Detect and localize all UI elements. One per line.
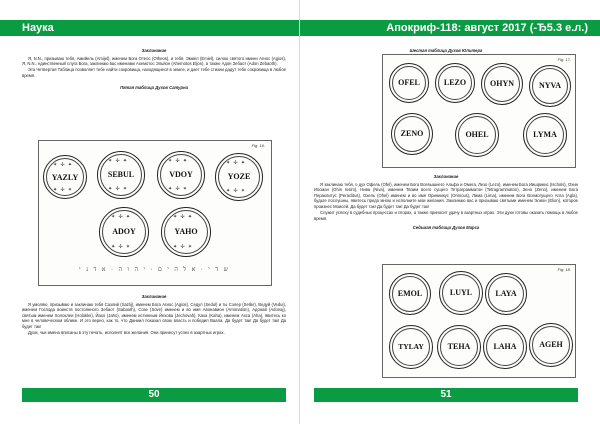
seal-word: VDOY (169, 170, 193, 179)
seal-glyphs: ✶ ✢ ✦ (108, 159, 129, 164)
spell-heading: Заклинание (433, 174, 459, 179)
section-title: Наука (22, 22, 54, 34)
seal-glyphs: ✦ ✢ ✶ (108, 187, 129, 192)
seal-glyphs: ✦ ✢ ✶ (168, 187, 189, 192)
right-header-bar (300, 20, 600, 36)
seal-glyphs: ✶ ✢ ✦ (111, 215, 132, 220)
jupiter-seals-figure (382, 54, 576, 168)
seal-word: AGEH (539, 340, 563, 349)
seal-word: OHYN (490, 79, 514, 88)
seal (391, 113, 433, 155)
seal (157, 151, 205, 199)
seal-word: ZENO (400, 129, 424, 138)
right-footer-bar (314, 388, 578, 402)
seal (389, 325, 433, 369)
spell-heading: Заклинание (141, 294, 167, 299)
seal (523, 113, 567, 157)
paragraph: Я умоляю, призываю и заклинаю тебя Сазлий (Sazlij), именем Бога Агиос (Agios), Седул (Sedul) и ты Сэлер (Seller), Ведуй (Vedui), именем Господа воинств постоянного Зебаот (Sabaoth), Созе (Sove) именем и во имя Авонавион (Amonation), Адонай (Adonaj), святым именем Холоклеи (Holoklei), Йахо (Jaho), именем истинным Йехова (Jechovah), Каха (Kaha), именем Ахса (Aha), явитесь ко мне в человеческом облике. И это верно, как то, что Даниил показал свою власть и победил Ваала. Да будет так! Да будет так! Да будет так! (22, 301, 286, 329)
seal-word: LAHA (493, 342, 517, 351)
seal-word: YAZLY (51, 173, 79, 182)
seal (43, 155, 87, 199)
paragraph: Служит успеху в судебных процессах и спорах, а также приносит удачу в азартных играх. Эти духи готовы оказать помощь в любое время. (314, 210, 578, 221)
left-bottom-text (22, 292, 286, 336)
figure-label: Fig. 18. (557, 267, 571, 272)
seal-word: ADOY (112, 227, 136, 236)
issue-title: Апокриф-118: август 2017 (-Ђ5.3 е.л.) (386, 22, 588, 34)
seal-word: LYMA (533, 130, 557, 139)
left-header-bar (0, 20, 300, 36)
seal (529, 323, 573, 367)
seal-glyphs: ✶ ✢ ✦ (173, 215, 194, 220)
seal-word: TYLAY (398, 342, 424, 351)
seal-word: NYVA (538, 81, 562, 90)
page-number: 51 (440, 389, 452, 400)
left-footer-bar (22, 388, 286, 402)
seal (483, 325, 527, 369)
seal-word: SEBUL (107, 170, 135, 179)
seal-word: LUYL (449, 288, 473, 297)
seal-glyphs: ✶ ✢ ✦ (226, 161, 247, 166)
seal-word: LAYA (495, 289, 517, 298)
seal (529, 65, 571, 107)
seal-glyphs: ✦ ✢ ✶ (111, 245, 132, 250)
right-middle-text (314, 172, 578, 233)
seal (161, 207, 211, 257)
seal (435, 63, 475, 103)
seal-word: OFEL (398, 78, 420, 87)
page-number: 50 (148, 389, 160, 400)
left-top-text (22, 46, 286, 92)
paragraph: Я заклинаю тебя, о дух Офель (Ofel), именем Бога Всевышнего Альфа и Омега, Лезо (Lezo), именем Бога Иишрикис (Ischiris), Охин Иосман (Ohin Iosim), Нива (Niva), именем Твоим всего сущего Тетраграмматон (Tetragrammaton), Зено (Zeno), именем Бога Пераклитус (Peraclitus), Охель (Ohel) именем и во имя Ориниикус (Orinicus), Лима (Lima), именем Бога Всемогущего Агла (Agla), будьте послушны, явитесь предо мною и исполните мои желания. Заклинаю вас и призываю святыми именем Элион (Elion), которое произнес Моисей. Да будет так! Да будет так! Да будет так! (314, 181, 578, 209)
seal-glyphs: ✦ ✢ ✶ (173, 245, 194, 250)
seal-word: YAHO (174, 227, 198, 236)
seal-word: LEZO (443, 78, 467, 87)
seal-glyphs: ✦ ✢ ✶ (53, 188, 74, 193)
table-title: Шестая таблица Духов Юпитера (409, 48, 483, 53)
seal (97, 151, 145, 199)
table-title: Седьмая таблица Духов Марса (412, 225, 480, 231)
seal (389, 63, 429, 103)
seal-word: EMOL (397, 289, 423, 298)
seal-word: YOZE (227, 172, 251, 181)
seal (439, 271, 483, 315)
seal (481, 63, 523, 105)
table-title: Пятая таблица Духов Сатурна (120, 84, 188, 90)
seal-word: TEHA (447, 342, 471, 351)
seal-word: OHEL (465, 130, 489, 139)
paragraph: Эта Четвертая Таблица позволяет тебе найти сокровища, находящиеся в земле, и дает тебе стихии дадут тебе сокровища в любое время. (22, 67, 286, 78)
seal-glyphs: ✶ ✢ ✦ (53, 163, 74, 168)
seal (485, 273, 527, 315)
right-page (300, 0, 600, 424)
seal (215, 153, 263, 201)
mars-seals-figure (382, 264, 576, 378)
paragraph: Я, N.N., призываю тебя, Амийель (Amijel), именем Бога Отеос (Otheos), и тебя, Эмиел (Emiel), силою святого имени Агиос (Agios), Я, N.N., единственный слуга Бога, заклинаю вас именами Ахемотос Эльйон (Ahemotos Eljon), а также Адон Зебаот (Adon Zebaoth). (22, 55, 286, 67)
hebrew-inscription: ש ד י · א ל ה י ם · י ה ו ה · א ד נ י (79, 267, 230, 273)
paragraph: Духи, чьи имена вписаны в эту печать, исполнят все желания. Они принесут успех в азартных играх. (28, 330, 225, 336)
seal-glyphs: ✦ ✢ ✶ (226, 189, 247, 194)
figure-label: Fig. 17. (557, 57, 571, 62)
seal (389, 273, 431, 315)
seal (437, 325, 481, 369)
seal-glyphs: ✶ ✢ ✦ (168, 159, 189, 164)
saturn-seals-figure (38, 140, 272, 286)
seal (455, 113, 499, 157)
spell-heading: Заклинание (141, 48, 167, 53)
figure-label: Fig. 16. (251, 143, 265, 148)
seal (99, 207, 149, 257)
